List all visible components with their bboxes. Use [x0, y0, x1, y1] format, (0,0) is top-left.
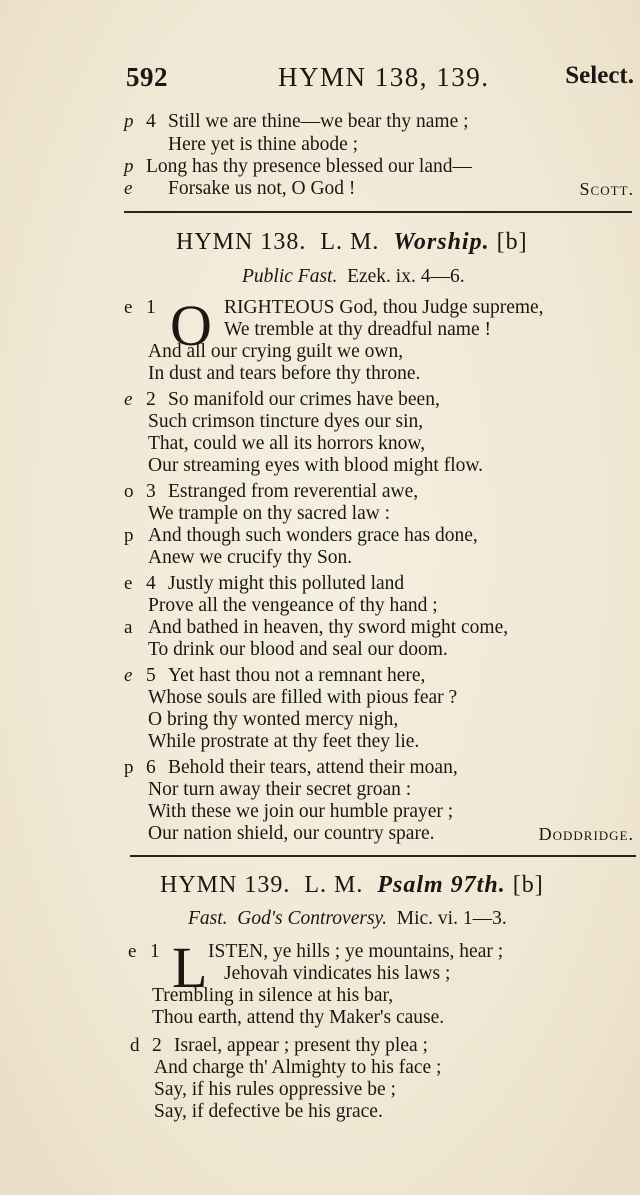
hymn-138-author: Doddridge.	[538, 824, 634, 844]
verse-text: That, could we all its horrors know,	[148, 433, 426, 454]
verse-text: O bring thy wonted mercy nigh,	[148, 709, 399, 730]
verse-line	[0, 664, 640, 688]
verse-line	[0, 616, 640, 640]
verse-line	[0, 686, 640, 710]
hymn-138-title	[176, 229, 528, 256]
prev-hymn-line-1	[0, 110, 640, 134]
verse-text: Whose souls are filled with pious fear ?	[148, 687, 458, 708]
dynamic-mark: e	[124, 573, 133, 594]
dynamic-mark: p	[124, 156, 134, 177]
stanza-number: 1	[150, 941, 160, 962]
hymn-tune: Psalm 97th.	[377, 872, 506, 898]
verse-line	[0, 502, 640, 526]
section-divider	[124, 211, 632, 213]
hymn-key: [b]	[496, 229, 528, 255]
prev-hymn-line-2	[0, 133, 640, 157]
verse-line	[0, 594, 640, 618]
verse-text: Still we are thine—we bear thy name ;	[168, 111, 469, 132]
verse-text: So manifold our crimes have been,	[168, 389, 440, 410]
hymn-tune: Worship.	[393, 229, 490, 255]
verse-line	[0, 480, 640, 504]
verse-line	[0, 1034, 640, 1058]
hymn-139-occasion	[188, 908, 507, 930]
verse-line	[0, 940, 640, 964]
scripture-reference: Mic. vi. 1—3.	[396, 908, 507, 929]
stanza-number: 2	[146, 389, 156, 410]
verse-text: Nor turn away their secret groan :	[148, 779, 412, 800]
verse-line	[0, 340, 640, 364]
page-number: 592	[126, 62, 168, 92]
hymn-meter: L. M.	[304, 872, 364, 898]
verse-text: Thou earth, attend thy Maker's cause.	[152, 1007, 445, 1028]
verse-line	[0, 432, 640, 456]
verse-line	[0, 296, 640, 320]
dynamic-mark: p	[124, 525, 134, 546]
verse-line	[0, 524, 640, 548]
verse-text: RIGHTEOUS God, thou Judge supreme,	[224, 297, 544, 318]
verse-text: Our nation shield, our country spare.	[148, 823, 435, 844]
verse-text: ISTEN, ye hills ; ye mountains, hear ;	[208, 941, 504, 962]
verse-line	[0, 984, 640, 1008]
occasion-label: Fast.	[188, 908, 228, 929]
running-section: Select.	[565, 62, 634, 89]
hymn-meter: L. M.	[320, 229, 380, 255]
hymn-subject: God's Controversy.	[237, 908, 387, 929]
verse-line	[0, 730, 640, 754]
verse-text: Such crimson tincture dyes our sin,	[148, 411, 424, 432]
stanza-number: 1	[146, 297, 156, 318]
verse-text: To drink our blood and seal our doom.	[148, 639, 448, 660]
dynamic-mark: p	[124, 111, 134, 132]
verse-line	[0, 822, 640, 846]
stanza-number: 3	[146, 481, 156, 502]
verse-line	[0, 962, 640, 986]
verse-text: While prostrate at thy feet they lie.	[148, 731, 420, 752]
verse-line	[0, 410, 640, 434]
verse-text: And all our crying guilt we own,	[148, 341, 404, 362]
verse-text: We tremble at thy dreadful name !	[224, 319, 491, 340]
running-title: HYMN 138, 139.	[278, 62, 490, 92]
drop-cap: L	[172, 935, 208, 1000]
verse-line	[0, 756, 640, 780]
verse-text: In dust and tears before thy throne.	[148, 363, 421, 384]
verse-line	[0, 546, 640, 570]
stanza-number: 2	[152, 1035, 162, 1056]
stanza-number: 4	[146, 573, 156, 594]
occasion-label: Public Fast.	[242, 266, 338, 287]
verse-text: Our streaming eyes with blood might flow.	[148, 455, 484, 476]
stanza-number: 6	[146, 757, 156, 778]
verse-line	[0, 362, 640, 386]
prev-hymn-line-3	[0, 155, 640, 179]
verse-text: Trembling in silence at his bar,	[152, 985, 394, 1006]
verse-text: Here yet is thine abode ;	[168, 134, 359, 155]
dynamic-mark: e	[124, 297, 133, 318]
dynamic-mark: p	[124, 757, 134, 778]
verse-text: Forsake us not, O God !	[168, 178, 356, 199]
verse-line	[0, 1056, 640, 1080]
verse-text: Say, if defective be his grace.	[154, 1101, 383, 1122]
verse-text: Estranged from reverential awe,	[168, 481, 419, 502]
verse-line	[0, 1100, 640, 1124]
verse-line	[0, 1078, 640, 1102]
verse-text: Israel, appear ; present thy plea ;	[174, 1035, 428, 1056]
verse-text: We trample on thy sacred law :	[148, 503, 391, 524]
scripture-reference: Ezek. ix. 4—6.	[347, 266, 465, 287]
stanza-number: 5	[146, 665, 156, 686]
dynamic-mark: e	[124, 178, 133, 199]
hymn-138-occasion	[242, 266, 465, 288]
dynamic-mark: e	[128, 941, 137, 962]
verse-line	[0, 1006, 640, 1030]
verse-text: Long has thy presence blessed our land—	[146, 156, 472, 177]
verse-line	[0, 318, 640, 342]
verse-line	[0, 708, 640, 732]
running-head	[126, 60, 634, 100]
verse-text: Say, if his rules oppressive be ;	[154, 1079, 396, 1100]
verse-text: With these we join our humble prayer ;	[148, 801, 454, 822]
verse-text: Prove all the vengeance of thy hand ;	[148, 595, 438, 616]
hymn-139-title	[160, 872, 544, 899]
prev-hymn-author: Scott.	[579, 179, 634, 199]
hymn-number: HYMN 139.	[160, 872, 291, 898]
verse-line	[0, 572, 640, 596]
stanza-number: 4	[146, 111, 156, 132]
verse-text: Anew we crucify thy Son.	[148, 547, 353, 568]
verse-line	[0, 454, 640, 478]
hymn-number: HYMN 138.	[176, 229, 307, 255]
verse-line	[0, 388, 640, 412]
verse-text: And bathed in heaven, thy sword might come,	[148, 617, 509, 638]
verse-text: Justly might this polluted land	[168, 573, 405, 594]
dynamic-mark: a	[124, 617, 133, 638]
verse-text: Jehovah vindicates his laws ;	[224, 963, 451, 984]
hymn-key: [b]	[512, 872, 544, 898]
verse-line	[0, 638, 640, 662]
verse-text: Yet hast thou not a remnant here,	[168, 665, 426, 686]
drop-cap: O	[170, 293, 212, 358]
dynamic-mark: e	[124, 665, 133, 686]
dynamic-mark: d	[130, 1035, 140, 1056]
verse-line	[0, 800, 640, 824]
dynamic-mark: e	[124, 389, 133, 410]
verse-line	[0, 778, 640, 802]
prev-hymn-line-4	[0, 177, 640, 201]
dynamic-mark: o	[124, 481, 134, 502]
verse-text: And charge th' Almighty to his face ;	[154, 1057, 442, 1078]
verse-text: And though such wonders grace has done,	[148, 525, 478, 546]
section-divider	[130, 855, 636, 857]
verse-text: Behold their tears, attend their moan,	[168, 757, 458, 778]
